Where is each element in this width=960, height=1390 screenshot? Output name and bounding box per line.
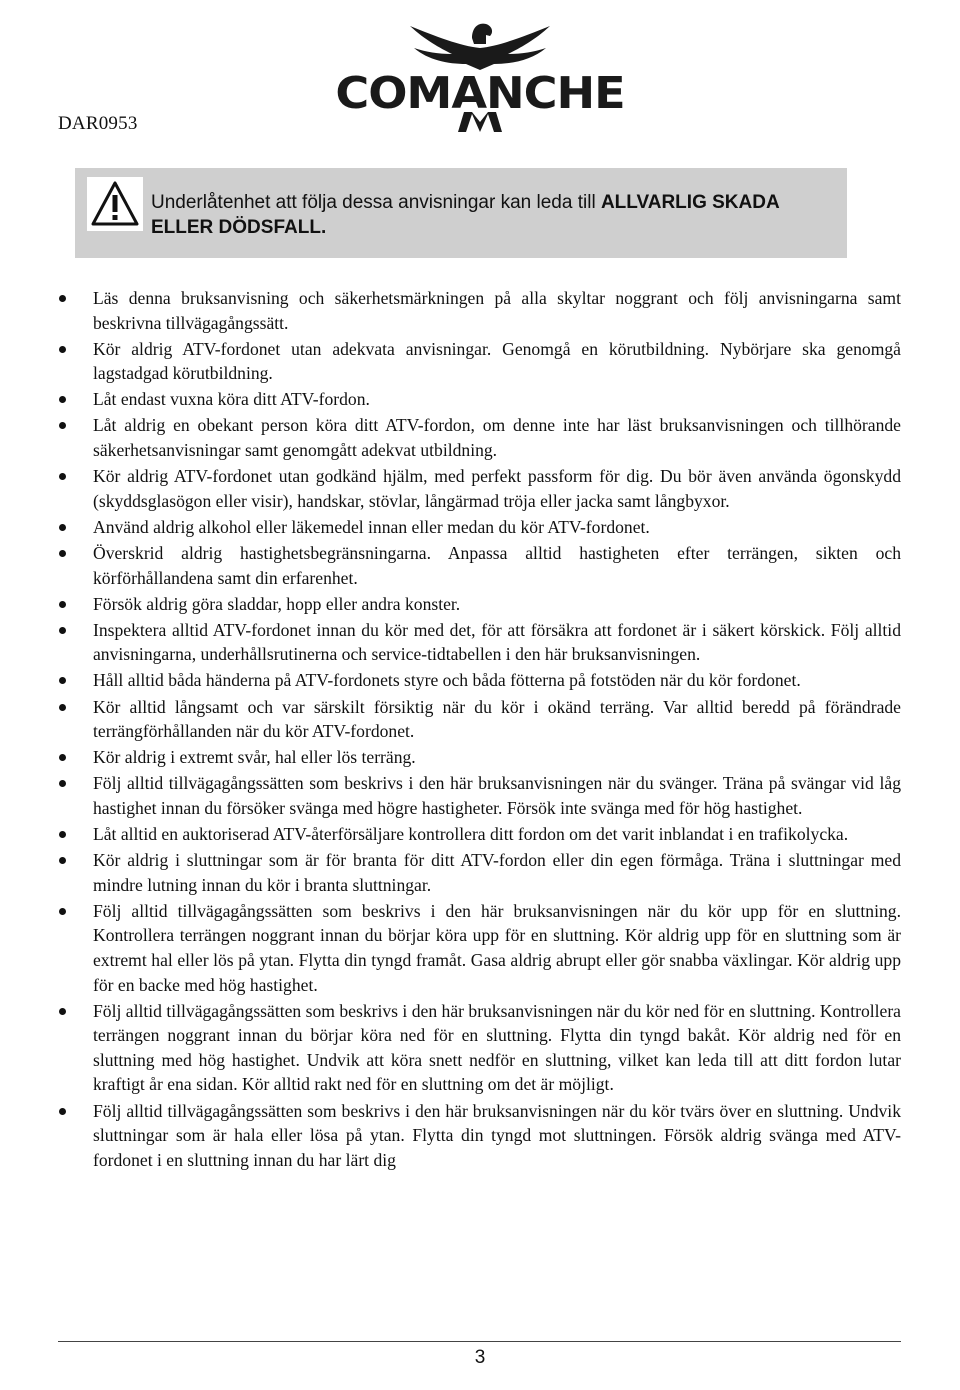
list-item <box>55 771 901 820</box>
brand-name: COMANCHE <box>335 68 625 119</box>
list-item <box>55 618 901 667</box>
warning-text-bold: ALLVARLIG SKADA ELLER DÖDSFALL. <box>151 192 779 238</box>
list-item-text: Använd aldrig alkohol eller läkemedel innan eller medan du kör ATV-fordonet. <box>93 516 650 537</box>
list-item <box>55 1099 901 1173</box>
list-item <box>55 464 901 513</box>
list-item <box>55 999 901 1097</box>
list-item-text: Överskrid aldrig hastighetsbegränsningarna. Anpassa alltid hastigheten efter terrängen, sikten och körförhållandena samt din erfarenhet. <box>93 542 901 588</box>
bullet-icon <box>59 780 66 787</box>
list-item <box>55 745 901 770</box>
list-item <box>55 668 901 693</box>
bullet-icon <box>59 346 66 353</box>
bullet-icon <box>59 908 66 915</box>
page-number: 3 <box>474 1347 486 1368</box>
list-item <box>55 848 901 897</box>
list-item <box>55 695 901 744</box>
list-item-text: Följ alltid tillvägagångssätten som beskrivs i den här bruksanvisningen när du kör tvärs över en sluttning. Undvik sluttningar som är hala eller lösa på ytan. Flytta din tyngd mot sluttningen. Försök aldrig svänga med ATV-fordonet i en sluttning innan du har lärt dig <box>93 1100 901 1170</box>
footer-divider <box>58 1341 901 1342</box>
list-item-text: Följ alltid tillvägagångssätten som beskrivs i den här bruksanvisningen när du kör upp för en sluttning. Kontrollera terrängen noggrant innan du börjar köra upp för en sluttning. Kör aldrig upp för en sluttning som är extremt hal eller lös på ytan. Flytta din tyngd framåt. Gasa aldrig abrupt eller gör snabba växlingar. Kör aldrig upp för en backe med hög hastighet. <box>93 900 901 995</box>
warning-icon-panel <box>87 177 143 231</box>
list-item-text: Kör alltid långsamt och var särskilt försiktig när du kör i okänd terräng. Var alltid beredd på förändrade terrängförhållanden när du kör ATV-fordonet. <box>93 696 901 742</box>
bullet-icon <box>59 396 66 403</box>
brand-logo <box>335 18 625 136</box>
bullet-icon <box>59 524 66 531</box>
bullet-icon <box>59 627 66 634</box>
list-item-text: Kör aldrig i extremt svår, hal eller lös terräng. <box>93 747 416 768</box>
list-item-text: Inspektera alltid ATV-fordonet innan du kör med det, för att försäkra att fordonet är i säkert körskick. Följ alltid anvisningarna, underhållsrutinerna och service-tidtabellen i den här bruksanvisningen. <box>93 619 901 665</box>
list-item-text: Kör aldrig i sluttningar som är för branta för ditt ATV-fordon eller din egen förmåga. Träna i sluttningar med mindre lutning innan du kör i branta sluttningar. <box>93 850 901 895</box>
safety-instructions <box>55 286 901 1174</box>
bullet-icon <box>59 754 66 761</box>
bullet-icon <box>59 422 66 429</box>
list-item-text: Låt alltid en auktoriserad ATV-återförsäljare kontrollera ditt fordon om det varit inblandat i en trafikolycka. <box>93 823 849 844</box>
warning-box <box>75 168 847 258</box>
bullet-icon <box>59 677 66 684</box>
list-item <box>55 541 901 590</box>
list-item <box>55 592 901 617</box>
bullet-icon <box>59 1108 66 1115</box>
list-item <box>55 286 901 335</box>
list-item <box>55 899 901 997</box>
bullet-icon <box>59 550 66 557</box>
list-item <box>55 822 901 847</box>
bullet-icon <box>59 857 66 864</box>
list-item-text: Följ alltid tillvägagångssätten som beskrivs i den här bruksanvisningen när du kör ned för en sluttning. Kontrollera terrängen noggrant innan du börjar köra ned för en sluttning. Flytta din tyngd bakåt. Kör aldrig ned för en sluttning med hög hastighet. Undvik att köra snett nedför en sluttning, vilket kan leda till att ditt fordon lutar kraftigt år ena sidan. Kör alltid rakt ned för en sluttning om det är möjligt. <box>93 1000 901 1095</box>
bullet-icon <box>59 473 66 480</box>
list-item-text: Kör aldrig ATV-fordonet utan adekvata anvisningar. Genomgå en körutbildning. Nybörjare ska genomgå lagstadgad körutbildning. <box>93 338 901 384</box>
bullet-list <box>55 286 901 1172</box>
warning-triangle-icon <box>90 180 140 228</box>
list-item-text: Läs denna bruksanvisning och säkerhetsmärkningen på alla skyltar noggrant och följ anvisningarna samt beskrivna tillvägagångssätt. <box>93 288 901 333</box>
bullet-icon <box>59 704 66 711</box>
list-item <box>55 515 901 540</box>
list-item-text: Håll alltid båda händerna på ATV-fordonets styre och båda fötterna på fotstöden när du kör fordonet. <box>93 670 801 691</box>
list-item-text: Låt aldrig en obekant person köra ditt ATV-fordon, om denne inte har läst bruksanvisningen och tillhörande säkerhetsanvisningar samt genomgått adekvat utbildning. <box>93 415 901 461</box>
list-item-text: Försök aldrig göra sladdar, hopp eller andra konster. <box>93 593 461 614</box>
warning-message <box>151 190 831 240</box>
bullet-icon <box>59 601 66 608</box>
warning-text-normal: Underlåtenhet att följa dessa anvisningar kan leda till <box>151 192 601 213</box>
list-item <box>55 413 901 462</box>
list-item-text: Låt endast vuxna köra ditt ATV-fordon. <box>93 389 370 410</box>
bullet-icon <box>59 295 66 302</box>
list-item <box>55 337 901 386</box>
bullet-icon <box>59 831 66 838</box>
list-item-text: Följ alltid tillvägagångssätten som beskrivs i den här bruksanvisningen när du svänger. Träna på svängar vid låg hastighet innan du försöker svänga med högre hastigheter. Försök inte svänga med för hög hastighet. <box>93 773 901 818</box>
list-item <box>55 387 901 412</box>
bullet-icon <box>59 1008 66 1015</box>
list-item-text: Kör aldrig ATV-fordonet utan godkänd hjälm, med perfekt passform för dig. Du bör även använda ögonskydd (skyddsglasögon eller visir), handskar, stövlar, långärmad tröja eller jacka samt långbyxor. <box>93 466 901 511</box>
document-code: DAR0953 <box>58 113 138 134</box>
